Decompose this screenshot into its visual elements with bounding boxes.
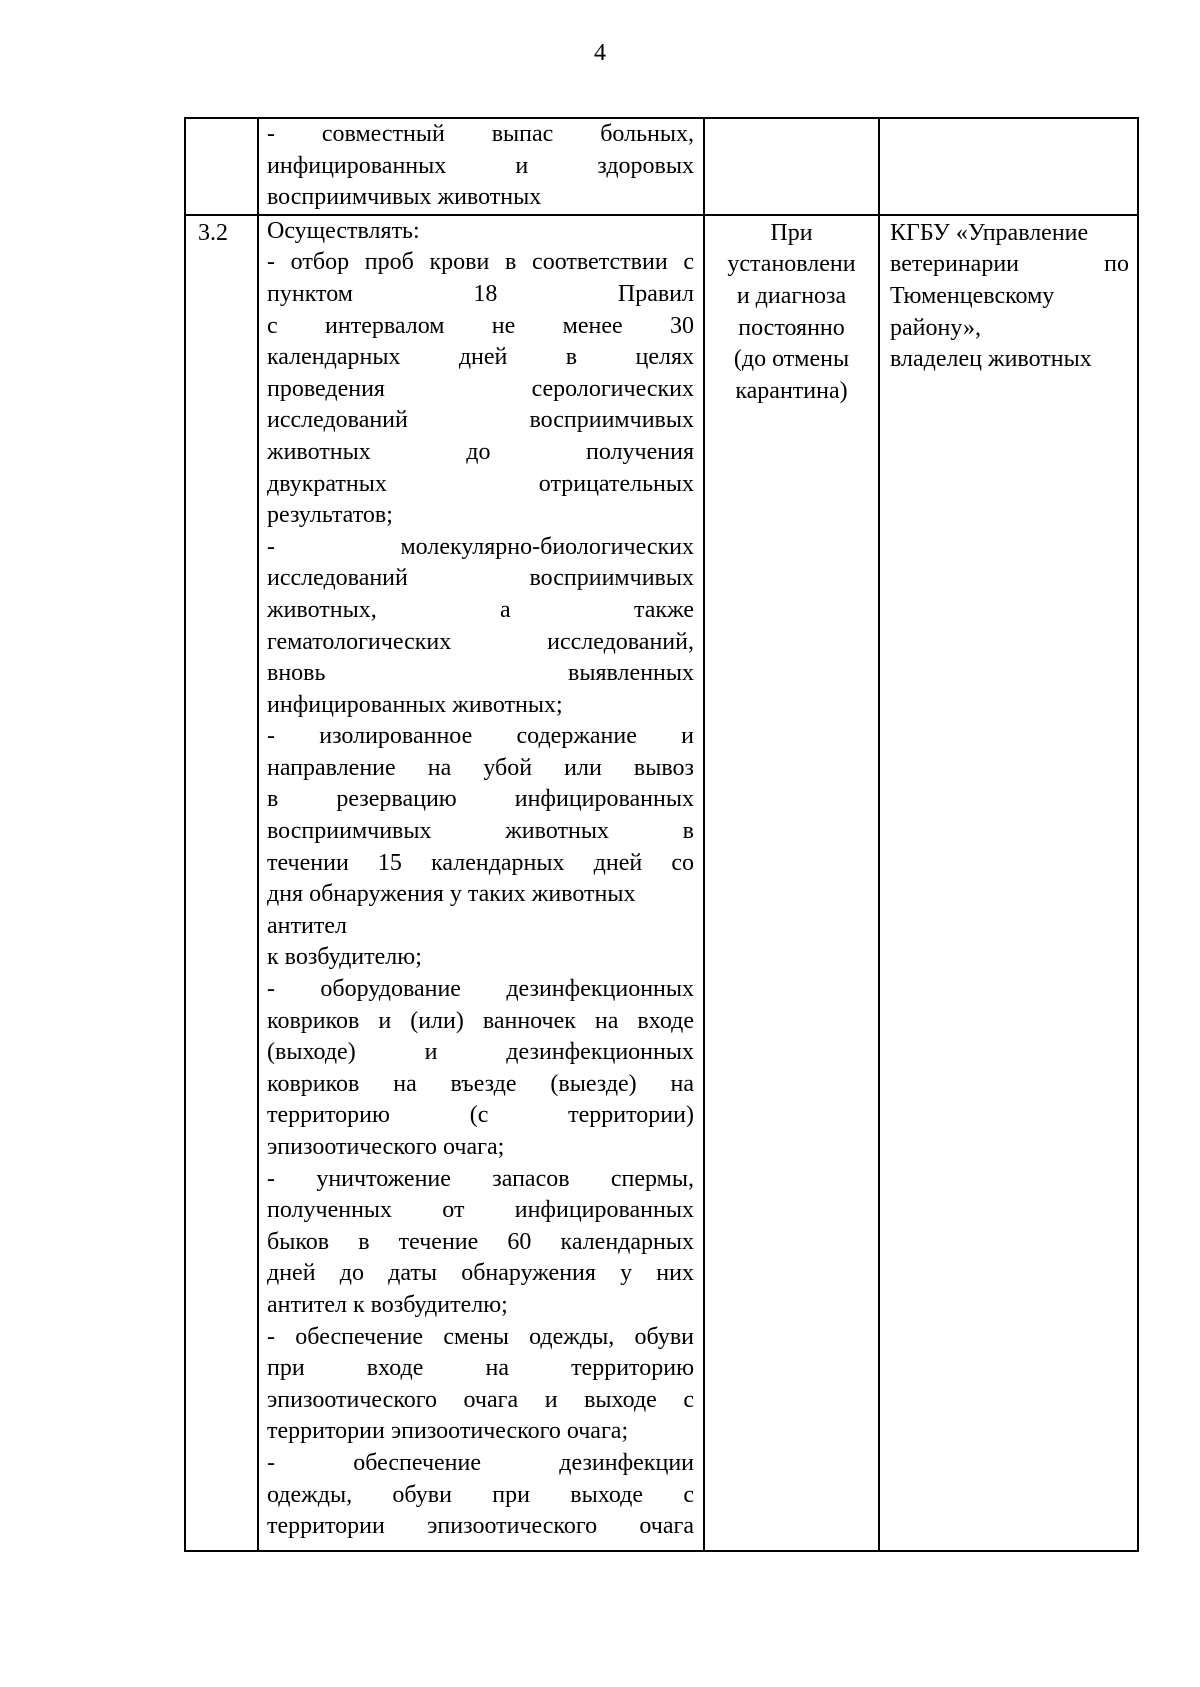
measure-line: гематологических исследований, bbox=[267, 628, 694, 655]
measure-line: территории эпизоотического очага; bbox=[267, 1418, 629, 1445]
measure-line: восприимчивых животных bbox=[267, 184, 542, 211]
measure-line: - отбор проб крови в соответствии с bbox=[267, 249, 694, 276]
term-line: При bbox=[770, 219, 813, 246]
measure-line: инфицированных животных; bbox=[267, 691, 563, 718]
measures-cell bbox=[258, 215, 704, 1551]
measure-line: животных до получения bbox=[267, 438, 694, 465]
measures-table bbox=[184, 117, 1139, 1552]
measure-line: проведения серологических bbox=[267, 375, 694, 402]
measure-line: быков в течение 60 календарных bbox=[267, 1228, 694, 1255]
measure-line: к возбудителю; bbox=[267, 944, 422, 971]
measures-text bbox=[259, 216, 703, 1543]
measure-line: антител bbox=[267, 912, 347, 939]
measure-line: в резервацию инфицированных bbox=[267, 786, 694, 813]
measure-line: - совместный выпас больных, bbox=[267, 121, 694, 147]
measure-line: исследований восприимчивых bbox=[267, 407, 694, 434]
measure-line: полученных от инфицированных bbox=[267, 1197, 694, 1224]
measure-line: одежды, обуви при выходе с bbox=[267, 1481, 694, 1508]
measure-line: направление на убой или вывоз bbox=[267, 754, 694, 781]
term-line: установлени bbox=[727, 251, 856, 278]
measures-cell bbox=[258, 118, 704, 215]
measure-line: восприимчивых животных в bbox=[267, 818, 694, 845]
term-line: (до отмены bbox=[733, 346, 850, 373]
term-line: и диагноза bbox=[736, 282, 847, 309]
measure-line: ковриков и (или) ванночек на входе bbox=[267, 1007, 694, 1034]
measure-line: - молекулярно-биологических bbox=[267, 533, 694, 560]
measure-line: эпизоотического очага; bbox=[267, 1134, 505, 1160]
measure-line: с интервалом не менее 30 bbox=[267, 312, 694, 339]
table-row bbox=[185, 118, 1138, 215]
term-cell bbox=[704, 118, 879, 215]
measure-line: животных, а также bbox=[267, 596, 694, 623]
responsible-cell bbox=[879, 215, 1138, 1551]
measure-line: календарных дней в целях bbox=[267, 344, 694, 371]
responsible-line: Тюменцевскому bbox=[890, 282, 1055, 309]
measure-line: - обеспечение дезинфекции bbox=[267, 1449, 694, 1476]
table-row bbox=[185, 215, 1138, 1551]
row-number-cell bbox=[185, 118, 258, 215]
responsible-line: КГБУ «Управление bbox=[890, 219, 1089, 246]
measure-line: - изолированное содержание и bbox=[267, 723, 694, 750]
measure-line: пунктом 18 Правил bbox=[267, 280, 694, 307]
measure-line: вновь выявленных bbox=[267, 660, 694, 687]
measure-line: эпизоотического очага и выходе с bbox=[267, 1386, 694, 1413]
measure-line: дня обнаружения у таких животных bbox=[267, 881, 636, 908]
term-line: постоянно bbox=[738, 314, 845, 341]
measure-line: (выходе) и дезинфекционных bbox=[267, 1039, 694, 1066]
measure-line: инфицированных и здоровых bbox=[267, 152, 694, 179]
measure-line: - уничтожение запасов спермы, bbox=[267, 1165, 694, 1192]
term-line: карантина) bbox=[735, 377, 848, 404]
page-number: 4 bbox=[594, 40, 606, 66]
measure-line: дней до даты обнаружения у них bbox=[267, 1260, 694, 1287]
responsible-cell bbox=[879, 118, 1138, 215]
measure-line: территорию (с территории) bbox=[267, 1102, 694, 1129]
measure-line: - оборудование дезинфекционных bbox=[267, 976, 694, 1003]
measure-line: Осуществлять: bbox=[267, 217, 420, 244]
measure-line: течении 15 календарных дней со bbox=[267, 849, 694, 876]
measures-text bbox=[259, 119, 703, 214]
responsible-line: ветеринарии по bbox=[890, 251, 1129, 278]
term-cell bbox=[704, 215, 879, 1551]
row-number-cell: 3.2 bbox=[185, 215, 258, 1551]
responsible-line: району», bbox=[890, 314, 981, 341]
measure-line: двукратных отрицательных bbox=[267, 470, 694, 497]
measure-line: результатов; bbox=[267, 502, 393, 529]
responsible-line: владелец животных bbox=[890, 346, 1092, 373]
measure-line: антител к возбудителю; bbox=[267, 1291, 508, 1318]
measure-line: ковриков на въезде (выезде) на bbox=[267, 1070, 694, 1097]
measure-line: исследований восприимчивых bbox=[267, 565, 694, 592]
measure-line: - обеспечение смены одежды, обуви bbox=[267, 1323, 694, 1350]
measure-line: территории эпизоотического очага bbox=[267, 1513, 694, 1540]
measure-line: при входе на территорию bbox=[267, 1355, 694, 1382]
